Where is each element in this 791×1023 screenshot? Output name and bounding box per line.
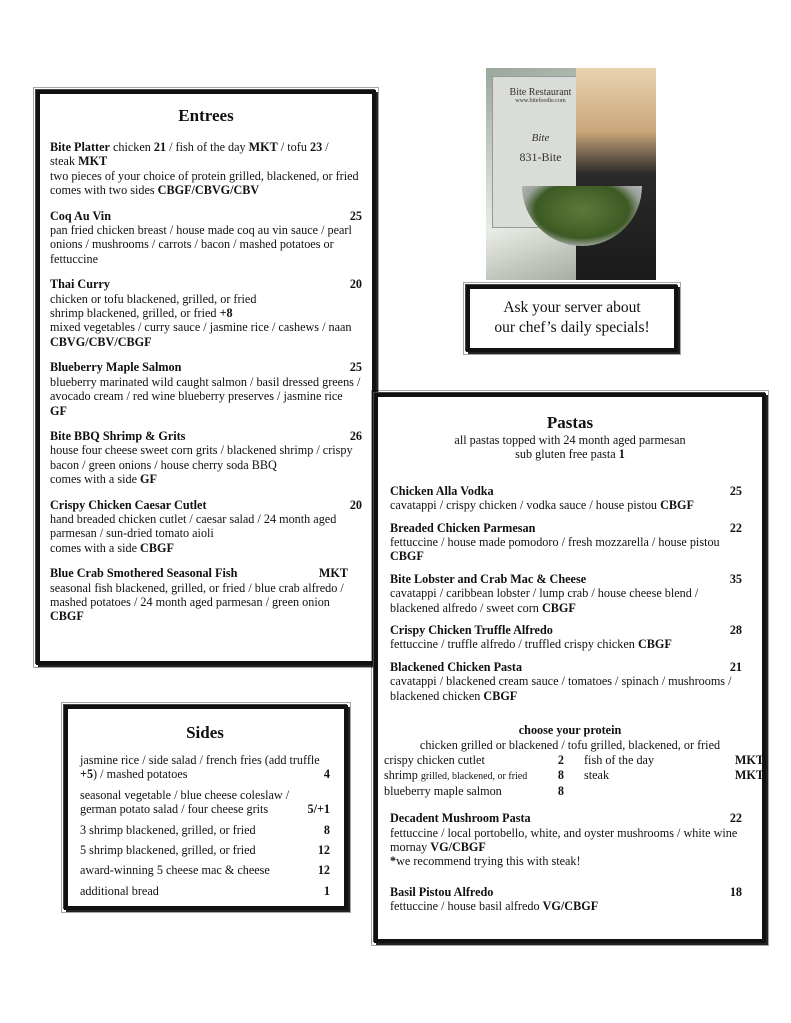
chef-photo <box>486 68 656 280</box>
item-price: 8 <box>323 822 330 837</box>
item-name: Bite Lobster and Crab Mac & Cheese <box>390 571 587 586</box>
item-name: Crispy Chicken Truffle Alfredo <box>390 623 553 638</box>
pastas-subtitle: all pastas topped with 24 month aged parmesan sub gluten free pasta 1 <box>454 433 686 462</box>
side-item[interactable]: 5 shrimp blackened, grilled, or fried 12 <box>80 843 330 858</box>
item-name: Basil Pistou Alfredo <box>390 884 494 899</box>
side-item[interactable]: additional bread 1 <box>80 883 330 898</box>
protein-option[interactable]: steak MKT <box>584 768 764 783</box>
item-description: seasonal fish blackened, grilled, or fried / blue crab alfredo / mashed potatoes / 24 month aged parmesan / green onion <box>50 580 344 609</box>
item-price: 18 <box>729 884 742 899</box>
menu-item-alla-vodka[interactable] <box>390 484 750 513</box>
item-description: pan fried chicken breast / house made coq au vin sauce / pearl onions / mushrooms / carrots / bacon / mashed potatoes or fettuccine <box>50 223 352 266</box>
item-description: two pieces of your choice of protein grilled, blackened, or fried <box>50 168 359 183</box>
item-description: hand breaded chicken cutlet / caesar salad / 24 month aged parmesan / sun-dried tomato aioli <box>50 511 337 541</box>
item-description: house four cheese sweet corn grits / blackened shrimp / crispy bacon / green onions / house cherry soda BBQ <box>50 443 353 472</box>
menu-item-bbq-shrimp-grits[interactable]: Bite BBQ Shrimp & Grits 26 house four cheese sweet corn grits / blackened shrimp / crispy bacon / green onions / house cherry soda BBQ comes with a side GF <box>50 428 362 487</box>
item-name: Bite Platter <box>50 140 110 154</box>
menu-item-caesar-cutlet[interactable]: Crispy Chicken Caesar Cutlet 20 hand breaded chicken cutlet / caesar salad / 24 month aged parmesan / sun-dried tomato aioli comes with a side CBGF <box>50 497 362 555</box>
diet-tag: CBGF/CBVG/CBV <box>157 183 260 198</box>
chef-figure <box>576 68 656 280</box>
item-price: 20 <box>349 277 362 292</box>
item-name: Crispy Chicken Caesar Cutlet <box>50 497 207 512</box>
item-name: Bite BBQ Shrimp & Grits <box>50 428 186 443</box>
menu-item-blueberry-maple-salmon[interactable] <box>50 360 362 418</box>
diet-tag: CBGF <box>541 600 576 615</box>
item-description: cavatappi / caribbean lobster / lump crab / house cheese blend / blackened alfredo / sweet corn <box>390 586 699 615</box>
pastas-panel <box>374 393 766 943</box>
item-price: 21 <box>729 659 742 674</box>
item-price: 20 <box>349 497 362 512</box>
menu-item-lobster-mac[interactable] <box>390 572 750 615</box>
item-description: fettuccine / local portobello, white, and oyster mushrooms / white wine mornay <box>390 825 738 854</box>
diet-tag: GF <box>50 403 67 418</box>
sides-panel <box>64 705 348 910</box>
entrees-panel <box>36 90 376 665</box>
item-name: Blue Crab Smothered Seasonal Fish <box>50 566 238 581</box>
menu-item-blackened-chicken-pasta[interactable] <box>390 660 750 703</box>
pastas-title: Pastas <box>546 413 594 432</box>
menu-item-mushroom-pasta[interactable]: Decadent Mushroom Pasta 22 fettuccine / local portobello, white, and oyster mushrooms / white wine mornay VG/CBGF *we recommend trying this with steak! <box>390 811 742 869</box>
item-name: Decadent Mushroom Pasta <box>390 811 531 826</box>
diet-tag: CBGF <box>660 498 694 513</box>
menu-item-coq-au-vin[interactable] <box>50 209 362 267</box>
item-price: 5/+1 <box>307 802 330 817</box>
item-price: 22 <box>729 811 742 826</box>
protein-options <box>384 723 764 799</box>
side-item[interactable]: 3 shrimp blackened, grilled, or fried 8 <box>80 822 330 837</box>
item-price: 25 <box>729 483 742 498</box>
protein-line: chicken grilled or blackened / tofu grilled, blackened, or fried <box>419 738 721 753</box>
menu-item-chicken-parmesan[interactable] <box>390 521 750 564</box>
menu-item-bite-platter[interactable]: Bite Platter chicken 21 / fish of the day MKT / tofu 23 / steak MKT two pieces of your choice of protein grilled, blackened, or fried comes with two sides CBGF/CBVG/CBV <box>50 140 359 198</box>
item-description: cavatappi / crispy chicken / vodka sauce / house pistou <box>390 498 661 513</box>
item-description: fettuccine / house made pomodoro / fresh mozzarella / house pistou <box>390 535 720 550</box>
protein-option[interactable]: crispy chicken cutlet 2 <box>384 753 564 768</box>
menu-item-thai-curry[interactable]: Thai Curry 20 chicken or tofu blackened, grilled, or fried shrimp blackened, grilled, or fried +8 mixed vegetables / curry sauce / jasmine rice / cashews / naan CBVG/CBV/CBGF <box>50 277 362 349</box>
restaurant-sign: Bite Restaurant www.bitefoodie.com Bite 831-Bite <box>492 76 589 228</box>
menu-item-truffle-alfredo[interactable] <box>390 623 750 652</box>
diet-tag: CBGF <box>140 540 174 555</box>
item-description: blueberry marinated wild caught salmon / basil dressed greens / avocado cream / red wine blueberry preserves / jasmine rice <box>50 374 361 404</box>
side-item[interactable]: award-winning 5 cheese mac & cheese 12 <box>80 863 330 878</box>
item-price: 12 <box>317 843 330 858</box>
item-description: fettuccine / house basil alfredo <box>390 899 543 914</box>
diet-tag: VG/CBGF <box>430 839 486 854</box>
diet-tag: GF <box>140 472 157 487</box>
side-item[interactable]: jasmine rice / side salad / french fries (add truffle +5) / mashed potatoes 4 <box>80 753 330 782</box>
item-price: 4 <box>323 767 330 782</box>
sides-title: Sides <box>186 723 224 742</box>
item-price: 28 <box>729 623 742 638</box>
protein-title: choose your protein <box>518 723 622 738</box>
menu-item-basil-pistou[interactable] <box>390 885 750 914</box>
item-price: MKT <box>318 566 348 581</box>
item-price: 25 <box>349 360 362 375</box>
diet-tag: CBGF <box>637 637 672 652</box>
item-price: 12 <box>317 863 330 878</box>
item-price: 26 <box>349 428 362 443</box>
diet-tag: VG/CBGF <box>542 899 599 914</box>
item-name: Thai Curry <box>50 277 110 292</box>
protein-option[interactable]: fish of the day MKT <box>584 753 764 768</box>
diet-tag: CBGF <box>390 549 424 564</box>
logo-icon: Bite <box>531 132 550 144</box>
item-name: Breaded Chicken Parmesan <box>390 520 536 535</box>
item-price: 25 <box>349 208 362 223</box>
item-name: Blackened Chicken Pasta <box>390 659 523 674</box>
item-description: cavatappi / blackened cream sauce / tomatoes / spinach / mushrooms / blackened chicken <box>390 674 732 703</box>
item-name: Blueberry Maple Salmon <box>50 360 182 375</box>
item-price: 35 <box>729 571 742 586</box>
diet-tag: CBGF <box>483 688 518 703</box>
specials-note: Ask your server about our chef’s daily specials! <box>466 285 678 352</box>
menu-item-blue-crab-fish[interactable] <box>50 566 362 624</box>
item-price: 22 <box>729 520 742 535</box>
item-description: fettuccine / truffle alfredo / truffled crispy chicken <box>390 637 638 652</box>
item-name: Coq Au Vin <box>50 208 111 223</box>
item-price: 1 <box>323 883 330 898</box>
diet-tag: CBVG/CBV/CBGF <box>50 334 152 349</box>
entrees-title: Entrees <box>178 106 234 125</box>
protein-option[interactable]: shrimp grilled, blackened, or fried 8 <box>384 768 564 783</box>
protein-option[interactable]: blueberry maple salmon 8 <box>384 784 564 799</box>
item-name: Chicken Alla Vodka <box>390 483 494 498</box>
diet-tag: CBGF <box>50 609 84 624</box>
item-note: we recommend trying this with steak! <box>396 854 581 869</box>
side-item[interactable]: seasonal vegetable / blue cheese coleslaw / german potato salad / four cheese grits 5/+1 <box>80 787 330 817</box>
